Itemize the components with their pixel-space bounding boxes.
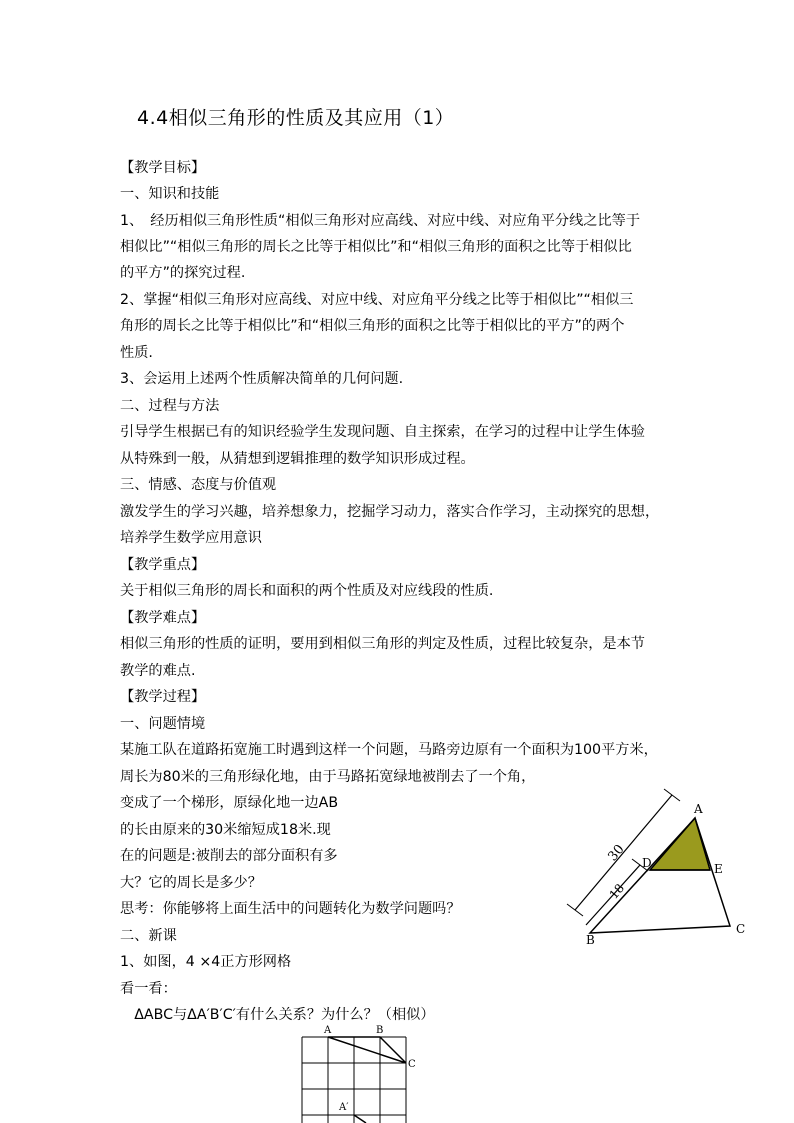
vertex-label-d: D xyxy=(642,856,652,870)
vertex-label-e: E xyxy=(714,862,723,876)
text-line: 1、 经历相似三角形性质“相似三角形对应高线、对应中线、对应角平分线之比等于 xyxy=(120,213,641,229)
vertex-label-a: A xyxy=(694,802,703,816)
text-line: 大？它的周长是多少？ xyxy=(120,875,262,891)
text-line: 角形的周长之比等于相似比”和“相似三角形的面积之比等于相似比的平方”的两个 xyxy=(120,318,625,334)
text-line: 变成了一个梯形，原绿化地一边AB xyxy=(120,795,339,811)
section-heading: 【教学过程】 xyxy=(120,689,206,705)
text-line: 培养学生数学应用意识 xyxy=(120,530,262,546)
triangle-a2b2c2-grid xyxy=(354,1115,366,1123)
section-heading: 【教学重点】 xyxy=(120,557,206,573)
page-title: 4.4相似三角形的性质及其应用（1） xyxy=(137,107,455,129)
subsection-heading: 一、问题情境 xyxy=(120,716,206,732)
text-line: 从特殊到一般，从猜想到逻辑推理的数学知识形成过程。 xyxy=(120,451,475,467)
subsection-heading: 二、新课 xyxy=(120,928,177,944)
text-line: 思考：你能够将上面生活中的问题转化为数学问题吗？ xyxy=(120,901,461,917)
vertex-label-b: B xyxy=(586,933,595,945)
vertex-label-c: C xyxy=(736,922,746,936)
text-line: 2、掌握“相似三角形对应高线、对应中线、对应角平分线之比等于相似比”“相似三 xyxy=(120,292,634,308)
text-line: 在的问题是:被削去的部分面积有多 xyxy=(120,848,338,864)
subsection-heading: 一、知识和技能 xyxy=(120,186,220,202)
subsection-heading: 三、情感、态度与价值观 xyxy=(120,477,277,493)
text-line: ΔABC与ΔA′B′C′有什么关系？为什么？（相似） xyxy=(120,1007,435,1023)
dimension-label-18: 18 xyxy=(606,881,628,902)
text-line: 关于相似三角形的周长和面积的两个性质及对应线段的性质. xyxy=(120,583,494,599)
square-grid xyxy=(302,1037,406,1123)
grid-figure xyxy=(290,1022,430,1123)
triangle-abc-grid xyxy=(328,1037,406,1063)
text-line: 周长为80米的三角形绿化地，由于马路拓宽绿地被削去了一个角， xyxy=(120,769,536,785)
text-line: 性质. xyxy=(120,345,153,361)
triangle-abc xyxy=(590,818,730,933)
grid-label-c: C xyxy=(408,1059,416,1070)
triangle-figure xyxy=(560,785,760,945)
text-line: 某施工队在道路拓宽施工时遇到这样一个问题，马路旁边原有一个面积为100平方米， xyxy=(120,742,658,758)
text-line: 3、会运用上述两个性质解决简单的几何问题. xyxy=(120,371,404,387)
text-line: 1、如图，4 ×4正方形网格 xyxy=(120,954,292,970)
grid-label-b: B xyxy=(376,1025,384,1036)
text-line: 相似比”“相似三角形的周长之比等于相似比”和“相似三角形的面积之比等于相似比 xyxy=(120,239,632,255)
text-line: 的长由原来的30米缩短成18米.现 xyxy=(120,822,331,838)
text-line: 教学的难点. xyxy=(120,663,196,679)
text-line: 引导学生根据已有的知识经验学生发现问题、自主探索，在学习的过程中让学生体验 xyxy=(120,424,645,440)
text-line: 的平方”的探究过程. xyxy=(120,265,246,281)
text-line: 激发学生的学习兴趣，培养想象力，挖掘学习动力，落实合作学习，主动探究的思想， xyxy=(120,504,660,520)
grid-label-a-prime: A′ xyxy=(339,1102,349,1113)
text-line: 相似三角形的性质的证明，要用到相似三角形的判定及性质，过程比较复杂，是本节 xyxy=(120,636,645,652)
dimension-label-30: 30 xyxy=(605,841,628,865)
section-heading: 【教学目标】 xyxy=(120,160,206,176)
section-heading: 【教学难点】 xyxy=(120,610,206,626)
subsection-heading: 二、过程与方法 xyxy=(120,398,220,414)
cut-triangle-ade xyxy=(650,818,710,870)
text-line: 看一看： xyxy=(120,981,177,997)
grid-label-a: A xyxy=(324,1025,332,1036)
